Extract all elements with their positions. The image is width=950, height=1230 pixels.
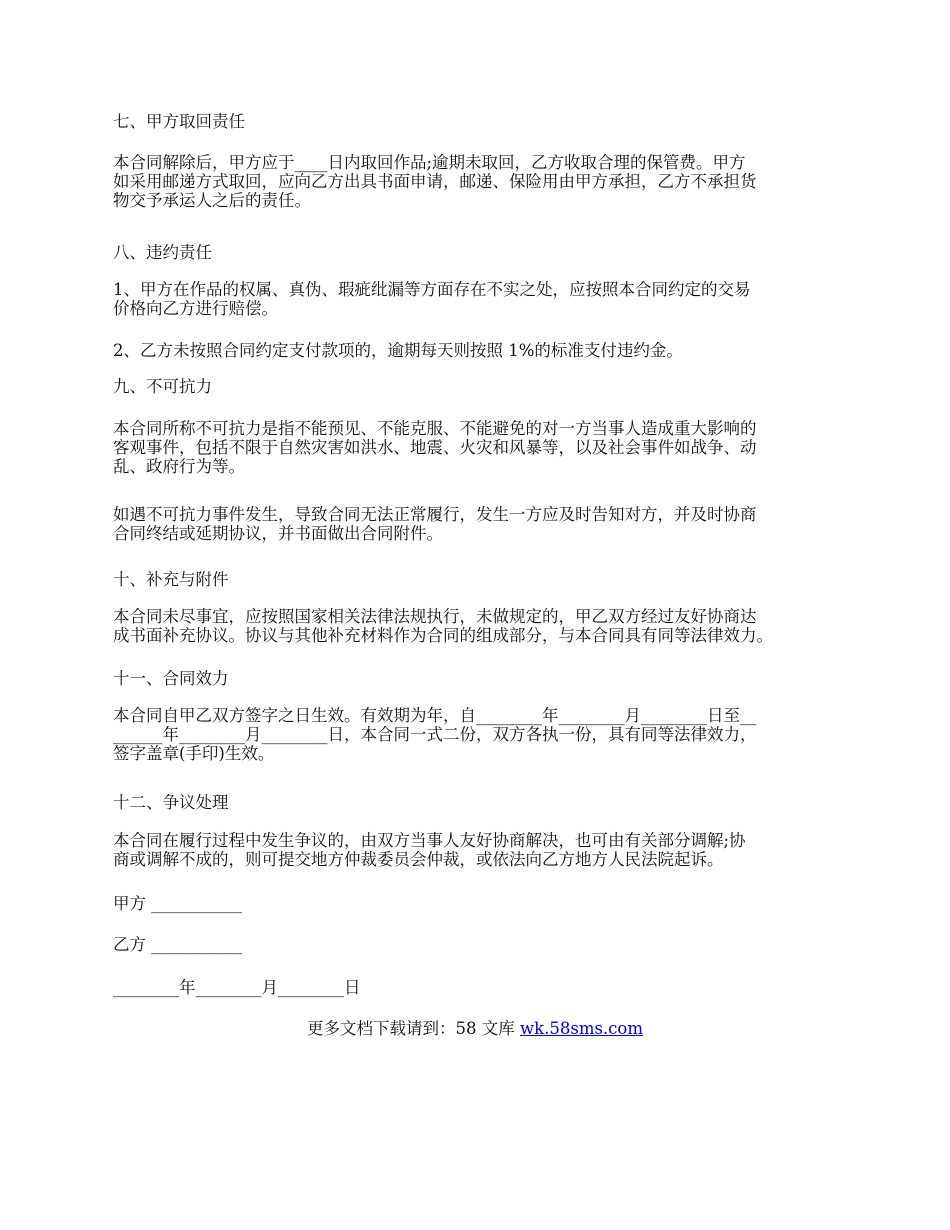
text-line: 价格向乙方进行赔偿。 [113,299,278,318]
text-line: 九、不可抗力 [113,377,212,396]
section-s9p2 [113,505,757,543]
section-s9h [113,377,212,396]
text-line: 十一、合同效力 [113,669,229,688]
text-line: ______年________月________日，本合同一式二份，双方各执一份，具有同等法律效力， [113,725,757,744]
text-line: 七、甲方取回责任 [113,112,245,131]
section-s11h [113,669,229,688]
text-line: 本合同在履行过程中发生争议的，由双方当事人友好协商解决，也可由有关部分调解;协 [113,831,746,850]
text-line: 甲方 ___________ [113,894,242,913]
text-line: 本合同解除后，甲方应于____日内取回作品;逾期未取回，乙方收取合理的保管费。甲方 [113,153,746,172]
section-sigA [113,894,242,913]
text-line: 本合同自甲乙双方签字之日生效。有效期为年，自________年________月________日至__ [113,706,757,725]
text-line: 如遇不可抗力事件发生，导致合同无法正常履行，发生一方应及时告知对方，并及时协商 [113,505,757,524]
section-s11p [113,706,757,763]
section-date [113,978,361,997]
footer-link[interactable]: wk.58sms.com [519,1019,643,1038]
text-line: 商或调解不成的，则可提交地方仲裁委员会仲裁，或依法向乙方地方人民法院起诉。 [113,850,724,869]
text-line: 物交予承运人之后的责任。 [113,191,311,210]
section-s12p [113,831,746,869]
text-line: 本合同所称不可抗力是指不能预见、不能克服、不能避免的对一方当事人造成重大影响的 [113,419,757,438]
text-line: 成书面补充协议。协议与其他补充材料作为合同的组成部分，与本合同具有同等法律效力。 [113,626,773,645]
section-sigB [113,935,242,954]
text-line: 本合同未尽事宜，应按照国家相关法律法规执行，未做规定的，甲乙双方经过友好协商达 [113,607,757,626]
section-s10h [113,570,229,589]
footer-text: 更多文档下载请到：58 文库 [306,1019,520,1038]
section-s7p [113,153,757,210]
section-s8p1 [113,280,751,318]
text-line: 乙方 ___________ [113,935,242,954]
section-s10p [113,607,773,645]
section-s8p2 [113,341,683,360]
text-line: 十、补充与附件 [113,570,229,589]
text-line: ________年________月________日 [113,978,361,997]
text-line: 客观事件，包括不限于自然灾害如洪水、地震、火灾和风暴等，以及社会事件如战争、动 [113,438,757,457]
section-s12h [113,793,229,812]
text-line: 签字盖章(手印)生效。 [113,744,275,763]
text-line: 合同终结或延期协议，并书面做出合同附件。 [113,524,443,543]
section-s7h [113,112,245,131]
text-line: 八、违约责任 [113,243,212,262]
text-line: 2、乙方未按照合同约定支付款项的，逾期每天则按照 1%的标准支付违约金。 [113,341,683,360]
footer [0,1019,950,1039]
text-line: 如采用邮递方式取回，应向乙方出具书面申请，邮递、保险用由甲方承担，乙方不承担货 [113,172,757,191]
section-s9p1 [113,419,757,476]
text-line: 乱、政府行为等。 [113,457,245,476]
section-s8h [113,243,212,262]
text-line: 1、甲方在作品的权属、真伪、瑕疵纰漏等方面存在不实之处，应按照本合同约定的交易 [113,280,751,299]
text-line: 十二、争议处理 [113,793,229,812]
